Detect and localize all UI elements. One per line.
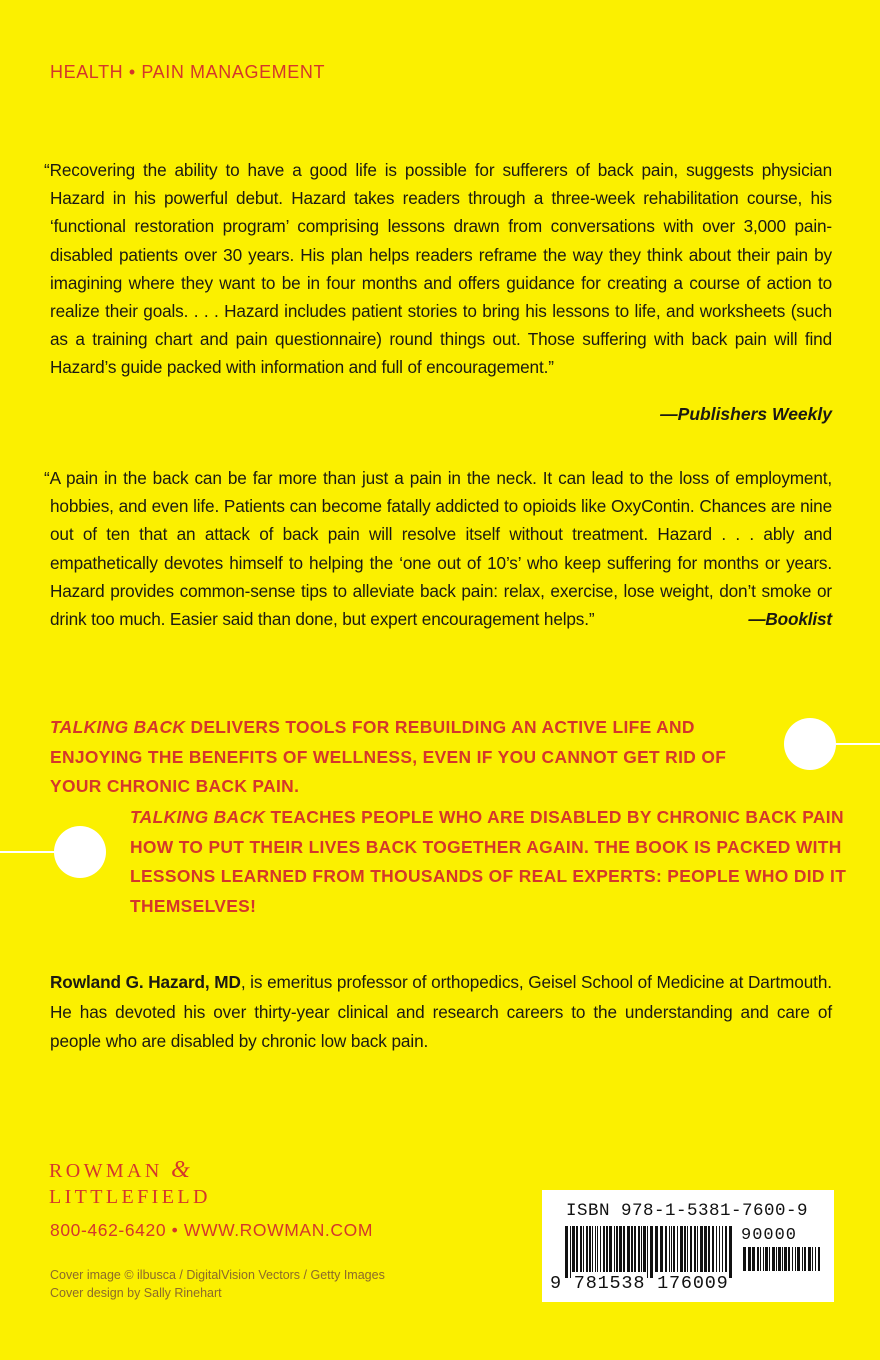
- barcode-bar: [815, 1247, 816, 1271]
- barcode-bar: [808, 1247, 811, 1271]
- barcode-bar: [778, 1247, 781, 1271]
- price-code: 90000: [741, 1226, 798, 1245]
- barcode-bar: [677, 1226, 678, 1272]
- barcode-bar: [592, 1226, 593, 1272]
- barcode-bar: [722, 1226, 723, 1272]
- barcode-bar: [634, 1226, 636, 1272]
- author-bio: [50, 968, 832, 1057]
- barcode-bar: [712, 1226, 714, 1272]
- barcode-bar: [600, 1226, 601, 1272]
- barcode-bar: [782, 1247, 783, 1271]
- review-publishers-weekly: [44, 156, 832, 382]
- isbn-number: ISBN 978-1-5381-7600-9: [566, 1201, 809, 1221]
- barcode-bar: [797, 1247, 800, 1271]
- barcode-bar: [647, 1226, 648, 1278]
- category-label: HEALTH • PAIN MANAGEMENT: [50, 62, 326, 82]
- decorative-dot: [784, 718, 836, 770]
- barcode-bar: [616, 1226, 618, 1272]
- credit-line: Cover image © ilbusca / DigitalVision Vectors / Getty Images: [50, 1268, 385, 1282]
- barcode-bar: [589, 1226, 591, 1272]
- barcode-bar: [619, 1226, 622, 1272]
- barcode-bar: [719, 1226, 720, 1272]
- barcode-bar: [638, 1226, 640, 1272]
- barcode-bar: [603, 1226, 605, 1272]
- barcode-bar: [643, 1226, 646, 1272]
- publisher-logo: [49, 1157, 211, 1210]
- barcode-bar: [757, 1247, 759, 1271]
- decorative-line: [0, 851, 58, 853]
- addon-barcode-bars: [742, 1247, 824, 1277]
- barcode-bar: [609, 1226, 612, 1272]
- book-title: TALKING BACK: [50, 717, 186, 737]
- barcode-bar: [788, 1247, 790, 1271]
- ean-number: 9 781538 176009: [550, 1273, 729, 1294]
- barcode-bar: [776, 1247, 777, 1271]
- publisher-name-line2: LITTLEFIELD: [49, 1186, 211, 1208]
- barcode-bar: [671, 1226, 672, 1272]
- barcode-bar: [752, 1247, 755, 1271]
- barcode-bar: [572, 1226, 575, 1272]
- barcode-bar: [725, 1226, 727, 1272]
- barcode-bar: [597, 1226, 598, 1272]
- barcode-bar: [595, 1226, 596, 1272]
- barcode-bar: [660, 1226, 663, 1272]
- barcode-bar: [673, 1226, 675, 1272]
- review-text: “A pain in the back can be far more than just a pain in the neck. It can lead to the loss of employment, hobbies, and even life. Patients can become fatally addicted to opioids like OxyContin. Chances are nine out of ten that an attack of back pain will resolve itself without treatment. Hazard . . . ably and empathetically devotes himself to helping the ‘one out of 10’s’ who keep suffering for months or years. Hazard provides common-sense tips to alleviate back pain: relax, exercise, lose weight, don’t smoke or drink too much. Easier said than done, but expert encouragement helps.”: [44, 468, 832, 630]
- barcode-bar: [641, 1226, 642, 1272]
- barcode-bar: [792, 1247, 793, 1271]
- barcode-bar: [614, 1226, 615, 1272]
- barcode-bar: [576, 1226, 578, 1272]
- barcode-bar: [586, 1226, 588, 1272]
- barcode-bar: [583, 1226, 584, 1272]
- promo-text: TEACHES PEOPLE WHO ARE DISABLED BY CHRONIC BACK PAIN HOW TO PUT THEIR LIVES BACK TOGETHER AGAIN. THE BOOK IS PACKED WITH LESSONS LEARNED FROM THOUSANDS OF REAL EXPERTS: PEOPLE WHO DID IT THEMSELVES!: [130, 807, 847, 916]
- barcode-bar: [687, 1226, 688, 1272]
- barcode-bar: [580, 1226, 582, 1272]
- barcode-bar: [716, 1226, 717, 1272]
- barcode-bar: [765, 1247, 768, 1271]
- promo-text: DELIVERS TOOLS FOR REBUILDING AN ACTIVE LIFE AND ENJOYING THE BENEFITS OF WELLNESS, EVEN IF YOU CANNOT GET RID OF YOUR CHRONIC BACK PAIN.: [50, 717, 727, 796]
- barcode-bar: [570, 1226, 571, 1278]
- barcode-bar: [623, 1226, 625, 1272]
- barcode-bar: [650, 1226, 653, 1278]
- bio-text: , is emeritus professor of orthopedics, Geisel School of Medicine at Dartmouth. He has devoted his over thirty-year clinical and research careers to the understanding and care of people who are disabled by chronic low back pain.: [50, 972, 832, 1051]
- decorative-dot: [54, 826, 106, 878]
- barcode-bar: [665, 1226, 667, 1272]
- barcode-bar: [795, 1247, 796, 1271]
- credit-line: Cover design by Sally Rinehart: [50, 1286, 222, 1300]
- barcode-bar: [818, 1247, 820, 1271]
- barcode-bar: [655, 1226, 658, 1272]
- barcode-bar: [772, 1247, 775, 1271]
- review-attribution: —Publishers Weekly: [660, 404, 832, 424]
- review-booklist: [44, 464, 832, 633]
- barcode-bar: [627, 1226, 630, 1272]
- barcode-bar: [812, 1247, 813, 1271]
- decorative-line: [832, 743, 880, 745]
- publisher-contact: 800-462-6420 • WWW.ROWMAN.COM: [50, 1220, 374, 1240]
- barcode-bar: [763, 1247, 764, 1271]
- barcode-bar: [606, 1226, 608, 1272]
- barcode-bar: [680, 1226, 683, 1272]
- barcode-bar: [684, 1226, 686, 1272]
- barcode-bar: [697, 1226, 698, 1272]
- barcode-bar: [700, 1226, 703, 1272]
- barcode-bar: [694, 1226, 696, 1272]
- barcode-bar: [669, 1226, 670, 1272]
- promo-blurb: [50, 713, 780, 802]
- review-attribution: —Booklist: [748, 609, 832, 630]
- barcode-bar: [748, 1247, 751, 1271]
- barcode-bar: [631, 1226, 633, 1272]
- book-title: TALKING BACK: [130, 807, 266, 827]
- publisher-ampersand: &: [171, 1157, 190, 1183]
- barcode-bar: [565, 1226, 568, 1278]
- barcode-bar: [760, 1247, 761, 1271]
- barcode: [542, 1190, 834, 1302]
- barcode-bar: [690, 1226, 692, 1272]
- review-text: “Recovering the ability to have a good life is possible for sufferers of back pain, suggests physician Hazard in his powerful debut. Hazard takes readers through a three-week rehabilitation course, his ‘functional restoration program’ comprising lessons drawn from conversations with over 3,000 pain-disabled patients over 30 years. His plan helps readers reframe the way they think about their pain by imagining where they want to be in four months and offers guidance for creating a course of action to realize their goals. . . . Hazard includes patient stories to bring his lessons to life, and worksheets (such as a training chart and pain questionnaire) round things out. Those suffering with back pain will find Hazard’s guide packed with information and full of encouragement.”: [44, 160, 832, 378]
- barcode-bar: [729, 1226, 732, 1278]
- barcode-bar: [804, 1247, 806, 1271]
- barcode-bar: [802, 1247, 803, 1271]
- barcode-bar: [784, 1247, 787, 1271]
- cover-credits: [50, 1266, 385, 1302]
- author-name: Rowland G. Hazard, MD: [50, 972, 241, 992]
- promo-blurb: [130, 803, 850, 921]
- ean-barcode-bars: [564, 1226, 734, 1278]
- barcode-bar: [743, 1247, 746, 1271]
- publisher-name-line1: ROWMAN: [49, 1160, 163, 1182]
- barcode-bar: [708, 1226, 710, 1272]
- barcode-bar: [704, 1226, 707, 1272]
- barcode-bar: [769, 1247, 770, 1271]
